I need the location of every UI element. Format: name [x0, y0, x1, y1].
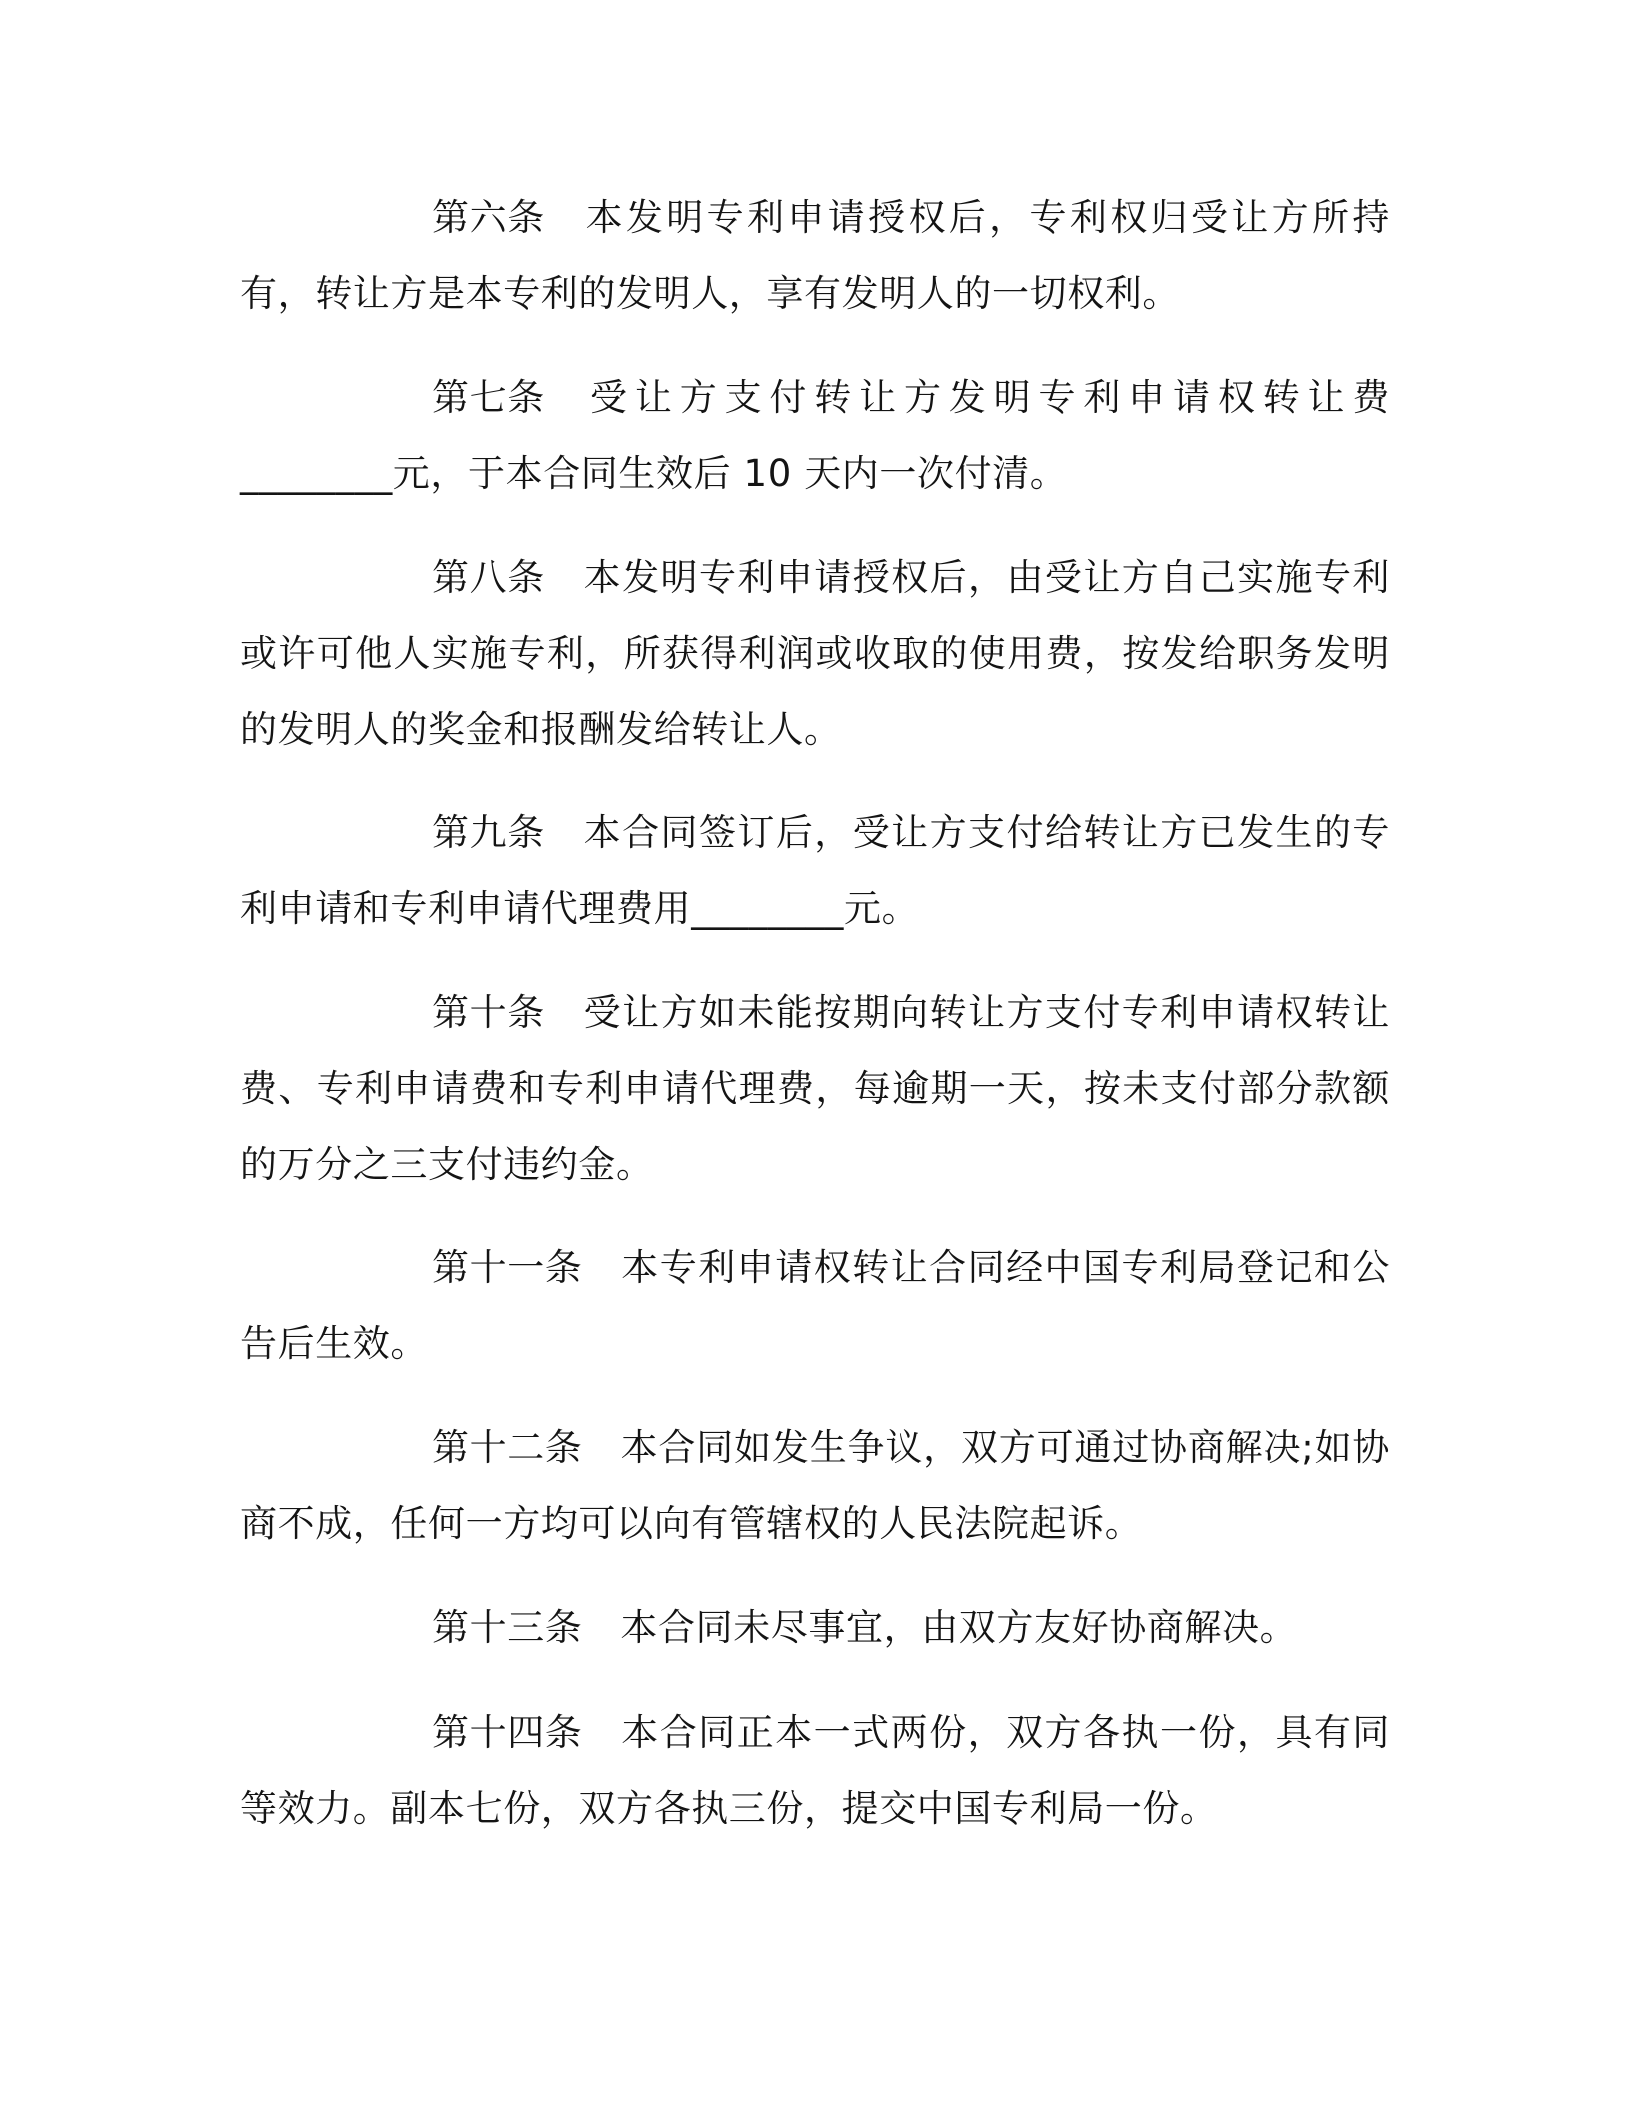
article-9: [240, 795, 1390, 947]
article-6: [240, 180, 1390, 332]
article-number: 第十一条: [432, 1246, 583, 1289]
article-10: [240, 975, 1390, 1203]
article-text: 本发明专利申请授权后，专利权归受让方所持有，转让方是本专利的发明人，享有发明人的一切权利。: [240, 196, 1390, 315]
article-text: 受让方如未能按期向转让方支付专利申请权转让费、专利申请费和专利申请代理费，每逾期一天，按未支付部分款额的万分之三支付违约金。: [240, 991, 1390, 1186]
article-8: [240, 540, 1390, 768]
article-12: [240, 1410, 1390, 1562]
article-number: 第十二条: [432, 1426, 583, 1469]
article-number: 第十三条: [432, 1606, 583, 1649]
article-number: 第七条: [432, 376, 545, 419]
article-number: 第六条: [432, 196, 545, 239]
article-text: 本发明专利申请授权后，由受让方自己实施专利或许可他人实施专利，所获得利润或收取的使用费，按发给职务发明的发明人的奖金和报酬发给转让人。: [240, 556, 1390, 751]
article-number: 第九条: [432, 811, 545, 854]
article-text: 本合同未尽事宜，由双方友好协商解决。: [620, 1606, 1298, 1649]
article-text: 本合同正本一式两份，双方各执一份，具有同等效力。副本七份，双方各执三份，提交中国专利局一份。: [240, 1711, 1390, 1830]
article-number: 第八条: [432, 556, 545, 599]
article-11: [240, 1230, 1390, 1382]
article-text: 本合同签订后，受让方支付给转让方已发生的专利申请和专利申请代理费用________元。: [240, 811, 1390, 930]
article-7: [240, 360, 1390, 512]
article-text: 本合同如发生争议，双方可通过协商解决;如协商不成，任何一方均可以向有管辖权的人民法院起诉。: [240, 1426, 1390, 1545]
article-13: [240, 1590, 1390, 1666]
article-text: 本专利申请权转让合同经中国专利局登记和公告后生效。: [240, 1246, 1390, 1365]
article-text: 受让方支付转让方发明专利申请权转让费________元，于本合同生效后 10 天内一次付清。: [240, 376, 1390, 495]
article-number: 第十四条: [432, 1711, 583, 1754]
article-number: 第十条: [432, 991, 545, 1034]
article-14: [240, 1695, 1390, 1847]
